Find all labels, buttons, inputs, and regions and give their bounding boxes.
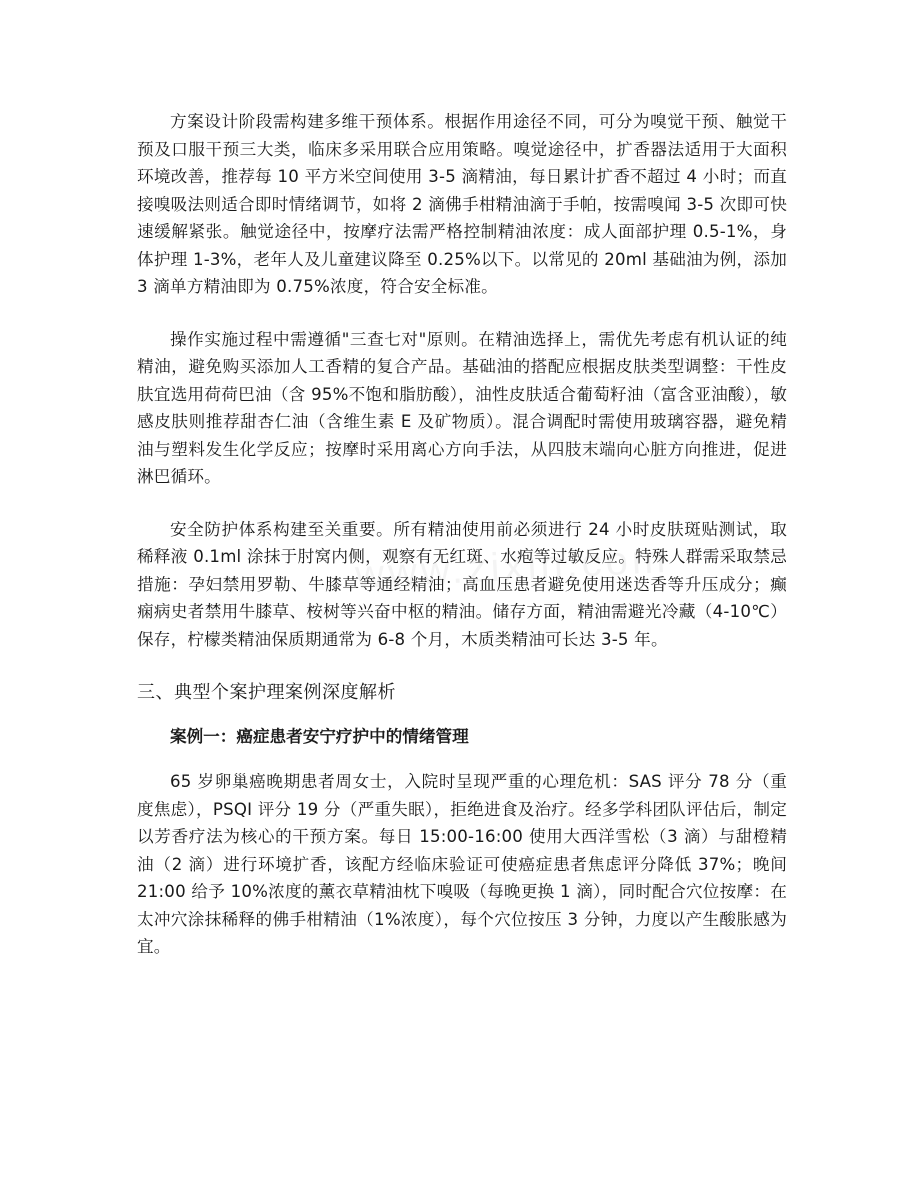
case-title: 案例一：癌症患者安宁疗护中的情绪管理 bbox=[170, 727, 469, 746]
paragraph-intervention-design: 方案设计阶段需构建多维干预体系。根据作用途径不同，可分为嗅觉干预、触觉干预及口服干预三大类，临床多采用联合应用策略。嗅觉途径中，扩香器法适用于大面积环境改善，推荐每 10 平方米空间使用 3-5 滴精油，每日累计扩香不超过 4 小时；而直接嗅吸法则适合即时情绪调节，如将 2 滴佛手柑精油滴于手帕，按需嗅闻 3-5 次即可快速缓解紧张。触觉途径中，按摩疗法需严格控制精油浓度：成人面部护理 0.5-1%，身体护理 1-3%，老年人及儿童建议降至 0.25%以下。以常见的 20ml 基础油为例，添加 3 滴单方精油即为 0.75%浓度，符合安全标准。 bbox=[137, 112, 787, 296]
paragraph-operation-principles: 操作实施过程中需遵循"三查七对"原则。在精油选择上，需优先考虑有机认证的纯精油，避免购买添加人工香精的复合产品。基础油的搭配应根据皮肤类型调整：干性皮肤宜选用荷荷巴油（含 95%不饱和脂肪酸），油性皮肤适合葡萄籽油（富含亚油酸），敏感皮肤则推荐甜杏仁油（含维生素 E 及矿物质）。混合调配时需使用玻璃容器，避免精油与塑料发生化学反应；按摩时采用离心方向手法，从四肢末端向心脏方向推进，促进淋巴循环。 bbox=[137, 329, 787, 486]
section-title: 三、典型个案护理案例深度解析 bbox=[137, 682, 396, 703]
paragraph-case-one: 65 岁卵巢癌晚期患者周女士，入院时呈现严重的心理危机：SAS 评分 78 分（重度焦虑），PSQI 评分 19 分（严重失眠），拒绝进食及治疗。经多学科团队评估后，制定以芳香疗法为核心的干预方案。每日 15:00-16:00 使用大西洋雪松（3 滴）与甜橙精油（2 滴）进行环境扩香，该配方经临床验证可使癌症患者焦虑评分降低 37%；晚间 21:00 给予 10%浓度的薰衣草精油枕下嗅吸（每晚更换 1 滴），同时配合穴位按摩：在太冲穴涂抹稀释的佛手柑精油（1%浓度），每个穴位按压 3 分钟，力度以产生酸胀感为宜。 bbox=[137, 772, 787, 956]
paragraph-safety-system: 安全防护体系构建至关重要。所有精油使用前必须进行 24 小时皮肤斑贴测试，取稀释液 0.1ml 涂抹于肘窝内侧，观察有无红斑、水疱等过敏反应。特殊人群需采取禁忌措施：孕妇禁用罗勒、牛膝草等通经精油；高血压患者避免使用迷迭香等升压成分；癫痫病史者禁用牛膝草、桉树等兴奋中枢的精油。储存方面，精油需避光冷藏（4-10℃）保存，柠檬类精油保质期通常为 6-8 个月，木质类精油可长达 3-5 年。 bbox=[137, 519, 787, 649]
document-page bbox=[137, 108, 787, 986]
